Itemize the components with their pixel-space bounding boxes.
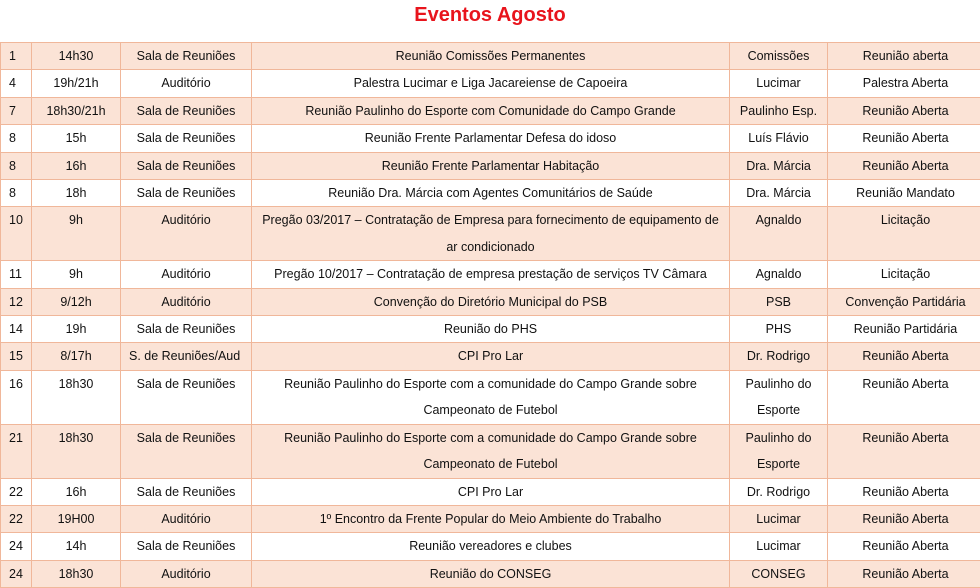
event-description: Reunião do CONSEG (252, 560, 730, 587)
table-row (1, 505, 980, 532)
event-time: 18h30/21h (32, 97, 121, 124)
event-time: 18h30 (32, 424, 121, 478)
event-day: 10 (1, 207, 32, 261)
event-description: CPI Pro Lar (252, 478, 730, 505)
event-day: 22 (1, 505, 32, 532)
event-description: CPI Pro Lar (252, 343, 730, 370)
event-place: S. de Reuniões/Aud (121, 343, 252, 370)
event-place: Sala de Reuniões (121, 180, 252, 207)
event-responsible: PSB (730, 288, 828, 315)
event-day: 4 (1, 70, 32, 97)
event-day: 16 (1, 370, 32, 424)
event-time: 8/17h (32, 343, 121, 370)
event-description: Reunião Frente Parlamentar Habitação (252, 152, 730, 179)
table-row (1, 97, 980, 124)
table-row (1, 316, 980, 343)
event-type: Palestra Aberta (828, 70, 980, 97)
event-responsible: Dra. Márcia (730, 180, 828, 207)
table-row (1, 43, 980, 70)
event-time: 16h (32, 478, 121, 505)
event-time: 14h30 (32, 43, 121, 70)
event-description: 1º Encontro da Frente Popular do Meio Ambiente do Trabalho (252, 505, 730, 532)
event-day: 1 (1, 43, 32, 70)
event-responsible: Dr. Rodrigo (730, 343, 828, 370)
event-responsible: Luís Flávio (730, 125, 828, 152)
event-description: Palestra Lucimar e Liga Jacareiense de Capoeira (252, 70, 730, 97)
event-place: Auditório (121, 560, 252, 587)
event-type: Reunião Aberta (828, 478, 980, 505)
event-type: Reunião Partidária (828, 316, 980, 343)
event-type: Reunião Aberta (828, 560, 980, 587)
event-responsible: Agnaldo (730, 261, 828, 288)
event-responsible: Paulinho do Esporte (730, 370, 828, 424)
event-responsible: Agnaldo (730, 207, 828, 261)
event-place: Sala de Reuniões (121, 152, 252, 179)
event-description: Reunião Paulinho do Esporte com Comunidade do Campo Grande (252, 97, 730, 124)
table-row (1, 424, 980, 478)
event-type: Reunião Aberta (828, 424, 980, 478)
table-row (1, 261, 980, 288)
table-row (1, 533, 980, 560)
event-responsible: Dr. Rodrigo (730, 478, 828, 505)
event-responsible: Lucimar (730, 505, 828, 532)
event-place: Sala de Reuniões (121, 97, 252, 124)
event-type: Reunião Aberta (828, 343, 980, 370)
event-type: Reunião Aberta (828, 533, 980, 560)
event-description: Reunião do PHS (252, 316, 730, 343)
event-description: Reunião Comissões Permanentes (252, 43, 730, 70)
event-day: 14 (1, 316, 32, 343)
event-description: Convenção do Diretório Municipal do PSB (252, 288, 730, 315)
event-place: Auditório (121, 261, 252, 288)
table-row (1, 70, 980, 97)
table-row (1, 370, 980, 424)
event-place: Sala de Reuniões (121, 370, 252, 424)
event-description: Reunião Paulinho do Esporte com a comunidade do Campo Grande sobre Campeonato de Futebol (252, 424, 730, 478)
event-day: 12 (1, 288, 32, 315)
event-place: Auditório (121, 505, 252, 532)
event-place: Auditório (121, 70, 252, 97)
table-row (1, 288, 980, 315)
event-responsible: Dra. Márcia (730, 152, 828, 179)
event-day: 24 (1, 533, 32, 560)
event-time: 15h (32, 125, 121, 152)
event-time: 19h (32, 316, 121, 343)
event-time: 9h (32, 261, 121, 288)
event-description: Reunião vereadores e clubes (252, 533, 730, 560)
table-row (1, 125, 980, 152)
event-day: 22 (1, 478, 32, 505)
event-time: 9h (32, 207, 121, 261)
table-row (1, 152, 980, 179)
event-type: Reunião Mandato (828, 180, 980, 207)
event-day: 11 (1, 261, 32, 288)
event-responsible: Lucimar (730, 70, 828, 97)
event-type: Licitação (828, 207, 980, 261)
event-time: 19H00 (32, 505, 121, 532)
event-day: 8 (1, 152, 32, 179)
event-responsible: Comissões (730, 43, 828, 70)
events-table-body (1, 43, 980, 588)
event-day: 24 (1, 560, 32, 587)
event-place: Sala de Reuniões (121, 43, 252, 70)
event-place: Auditório (121, 288, 252, 315)
event-time: 9/12h (32, 288, 121, 315)
table-row (1, 180, 980, 207)
event-type: Convenção Partidária (828, 288, 980, 315)
table-row (1, 478, 980, 505)
event-type: Reunião Aberta (828, 370, 980, 424)
event-description: Pregão 03/2017 – Contratação de Empresa para fornecimento de equipamento de ar condicionado (252, 207, 730, 261)
events-table (0, 42, 980, 588)
event-place: Sala de Reuniões (121, 424, 252, 478)
event-place: Sala de Reuniões (121, 533, 252, 560)
event-responsible: CONSEG (730, 560, 828, 587)
event-day: 7 (1, 97, 32, 124)
event-day: 21 (1, 424, 32, 478)
event-place: Sala de Reuniões (121, 316, 252, 343)
event-day: 8 (1, 125, 32, 152)
event-type: Reunião aberta (828, 43, 980, 70)
event-type: Licitação (828, 261, 980, 288)
table-row (1, 560, 980, 587)
event-day: 15 (1, 343, 32, 370)
event-type: Reunião Aberta (828, 152, 980, 179)
event-time: 18h (32, 180, 121, 207)
event-description: Reunião Paulinho do Esporte com a comunidade do Campo Grande sobre Campeonato de Futebol (252, 370, 730, 424)
event-place: Sala de Reuniões (121, 125, 252, 152)
event-time: 16h (32, 152, 121, 179)
event-responsible: PHS (730, 316, 828, 343)
event-responsible: Paulinho Esp. (730, 97, 828, 124)
event-description: Reunião Dra. Márcia com Agentes Comunitários de Saúde (252, 180, 730, 207)
event-time: 18h30 (32, 560, 121, 587)
page-title: Eventos Agosto (0, 0, 980, 42)
event-place: Auditório (121, 207, 252, 261)
event-place: Sala de Reuniões (121, 478, 252, 505)
event-responsible: Paulinho do Esporte (730, 424, 828, 478)
table-row (1, 207, 980, 261)
event-responsible: Lucimar (730, 533, 828, 560)
table-row (1, 343, 980, 370)
event-day: 8 (1, 180, 32, 207)
event-description: Pregão 10/2017 – Contratação de empresa prestação de serviços TV Câmara (252, 261, 730, 288)
event-type: Reunião Aberta (828, 97, 980, 124)
event-time: 19h/21h (32, 70, 121, 97)
event-time: 14h (32, 533, 121, 560)
event-time: 18h30 (32, 370, 121, 424)
event-type: Reunião Aberta (828, 505, 980, 532)
event-description: Reunião Frente Parlamentar Defesa do idoso (252, 125, 730, 152)
event-type: Reunião Aberta (828, 125, 980, 152)
